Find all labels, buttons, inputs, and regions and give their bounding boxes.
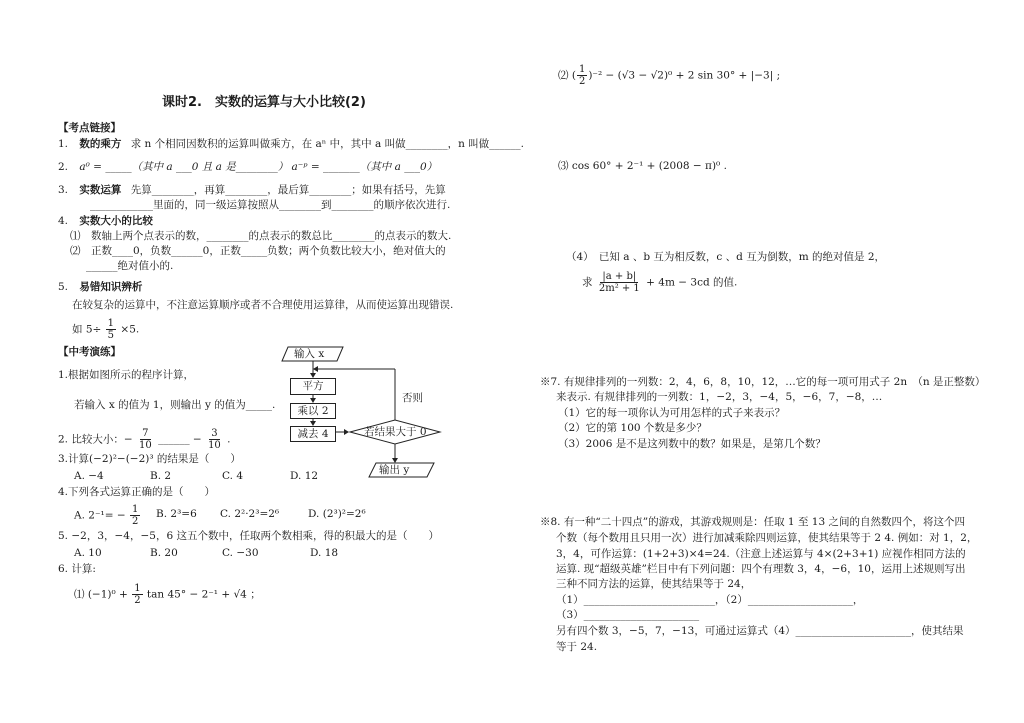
question-8-line9: 等于 24. <box>556 641 598 653</box>
section-header-kaodian: 【考点链接】 <box>58 122 121 134</box>
kaodian-item-5-text: 在较复杂的运算中，不注意运算顺序或者不合理使用运算律，从而使运算出现错误. <box>72 299 454 311</box>
kaodian-item-4-3: ______绝对值小的. <box>86 260 174 272</box>
question-6-3: ⑶ cos 60° + 2⁻¹ + (2008 − π)⁰ . <box>558 160 727 172</box>
item-number: 3. <box>58 184 69 196</box>
question-8-answer-1-2: （1）_________________________，（2）____________________， <box>556 594 864 606</box>
question-1-b: 若输入 x 的值为 1，则输出 y 的值为_____. <box>74 399 276 411</box>
item-heading: 易错知识辨析 <box>79 281 143 293</box>
item-number: 4. <box>58 215 69 227</box>
item-heading: 实数大小的比较 <box>79 215 153 227</box>
fraction: $\frac{|a + b|}{\text{2m² + 1}}$ <box>598 271 640 294</box>
question-6-2: ⑵ ( $\frac{1}{2}$ )⁻² − (√3 − √2)⁰ + 2 sin 30° + |−3| ; <box>558 64 781 87</box>
fraction: $\frac{3}{10}$ <box>208 428 221 451</box>
question-5: 5. −2，3，−4，−5，6 这五个数中，任取两个数相乘，得的积最大的是（ ） <box>58 530 439 542</box>
q4-option-c: C. 2²·2³=2⁶ <box>220 508 280 520</box>
question-7-line2: 来表示. 有规律排列的一列数：1，−2，3，−4，5，−6，7，−8，… <box>556 391 883 403</box>
item-text: 先算________，再算________，最后算________；如果有括号，先算 <box>130 184 446 196</box>
item-number: 1. <box>58 138 69 150</box>
question-8-line2: 个数（每个数用且只用一次）进行加减乘除四则运算，使其结果等于 2 4. 例如：对 1，2， <box>556 532 978 544</box>
flow-input-label: 输入 x <box>294 348 325 360</box>
flow-output-label: 输出 y <box>379 464 410 476</box>
question-8-line5: 三种不同方法的运算，使其结果等于 24， <box>556 578 752 590</box>
question-6-1: ⑴ (−1)⁰ + $\frac{1}{2}$ tan 45° − 2⁻¹ + √4 ； <box>74 583 261 606</box>
section-header-zhongkao: 【中考演练】 <box>58 346 121 358</box>
q4-option-a: A. 2⁻¹= − $\frac{1}{2}$ <box>74 504 139 527</box>
fraction: $\frac{1}{2}$ <box>131 504 139 527</box>
q5-option-d: D. 18 <box>310 547 339 559</box>
question-8-line8: 另有四个数 3，−5，7，−13，可通过运算式（4）______________________，使其结果 <box>556 625 964 637</box>
kaodian-item-4-1: ⑴ 数轴上两个点表示的数，________的点表示的数总比________的点表示的数大. <box>70 230 452 242</box>
page-title: 课时2. 实数的运算与大小比较(2) <box>162 95 366 110</box>
question-4: 4.下列各式运算正确的是（ ） <box>58 486 216 498</box>
question-7-sub2: （2）它的第 100 个数是多少？ <box>558 422 707 434</box>
q5-option-b: B. 20 <box>150 547 178 559</box>
q4-option-b: B. 2³=6 <box>156 508 197 520</box>
question-8-line1: ※8. 有一种“二十四点”的游戏，其游戏规则是：任取 1 至 13 之间的自然数四个，将这个四 <box>540 516 965 528</box>
item-number: 2. <box>58 161 69 173</box>
fraction: $\frac{1}{2}$ <box>578 64 586 87</box>
q3-option-c: C. 4 <box>222 470 244 482</box>
q3-option-d: D. 12 <box>290 470 319 482</box>
item-text: 求 n 个相同因数积的运算叫做乘方，在 aⁿ 中，其中 a 叫做________，n 叫做______. <box>130 138 525 150</box>
item-heading: 实数运算 <box>79 184 122 196</box>
flow-condition-label: 若结果大于 0 <box>364 426 427 438</box>
kaodian-item-3-line2: ____________里面的，同一级运算按照从________到________的顺序依次进行. <box>90 199 451 211</box>
item-heading: 数的乘方 <box>79 138 122 150</box>
question-8-line3: 3，4，可作运算：(1+2+3)×4=24.（注意上述运算与 4×(2+3+1) 应视作相同方法的 <box>556 548 966 560</box>
question-2: 2. 比较大小：− $\frac{7}{10}$ ______ − $\frac{3}{10}$ . <box>58 428 231 451</box>
question-6-4-b: 求 $\frac{|a + b|}{\text{2m² + 1}}$ + 4m − 3cd 的值. <box>582 271 738 294</box>
q5-option-c: C. −30 <box>222 547 259 559</box>
question-7-sub3: （3）2006 是不是这列数中的数？如果是，是第几个数？ <box>558 438 826 450</box>
flow-else-label: 否则 <box>402 392 423 404</box>
question-6: 6. 计算: <box>58 563 96 575</box>
fraction: $\frac{7}{10}$ <box>139 428 152 451</box>
flow-square-box: 平方 <box>290 378 336 395</box>
question-8-answer-3: （3）______________________ <box>556 609 700 621</box>
q5-option-a: A. 10 <box>74 547 102 559</box>
question-7-sub1: （1）它的每一项你认为可用怎样的式子来表示？ <box>558 407 786 419</box>
question-1: 1.根据如图所示的程序计算， <box>58 369 195 381</box>
q3-option-b: B. 2 <box>150 470 172 482</box>
item-text: a⁰ = _____（其中 a ___0 且 a 是________） a⁻ᵖ = _______（其中 a ___0） <box>79 161 438 173</box>
q4-option-d: D. (2³)²=2⁶ <box>308 508 366 520</box>
kaodian-item-4-2: ⑵ 正数____0，负数______0，正数_____负数；两个负数比较大小，绝对值大的 <box>70 245 446 257</box>
kaodian-item-5-example: 如 5÷ $\frac{1}{5}$ ×5. <box>72 318 140 341</box>
q3-option-a: A. −4 <box>74 470 104 482</box>
question-3: 3.计算(−2)²−(−2)³ 的结果是（ ） <box>58 453 241 465</box>
question-7-line1: ※7. 有规律排列的一列数：2，4，6，8，10，12，…它的每一项可用式子 2n （n 是正整数） <box>540 376 986 388</box>
question-6-4: （4） 已知 a 、b 互为相反数，c 、d 互为倒数，m 的绝对值是 2， <box>566 251 886 263</box>
question-8-line4: 运算. 现“超级英雄”栏目中有下列问题：四个有理数 3，4，−6，10，运用上述规则写出 <box>556 563 966 575</box>
fraction: $\frac{1}{2}$ <box>134 583 141 606</box>
item-number: 5. <box>58 281 69 293</box>
flow-multiply-box: 乘以 2 <box>290 403 336 419</box>
flow-subtract-box: 减去 4 <box>290 426 336 442</box>
fraction: $\frac{1}{5}$ <box>107 318 115 341</box>
